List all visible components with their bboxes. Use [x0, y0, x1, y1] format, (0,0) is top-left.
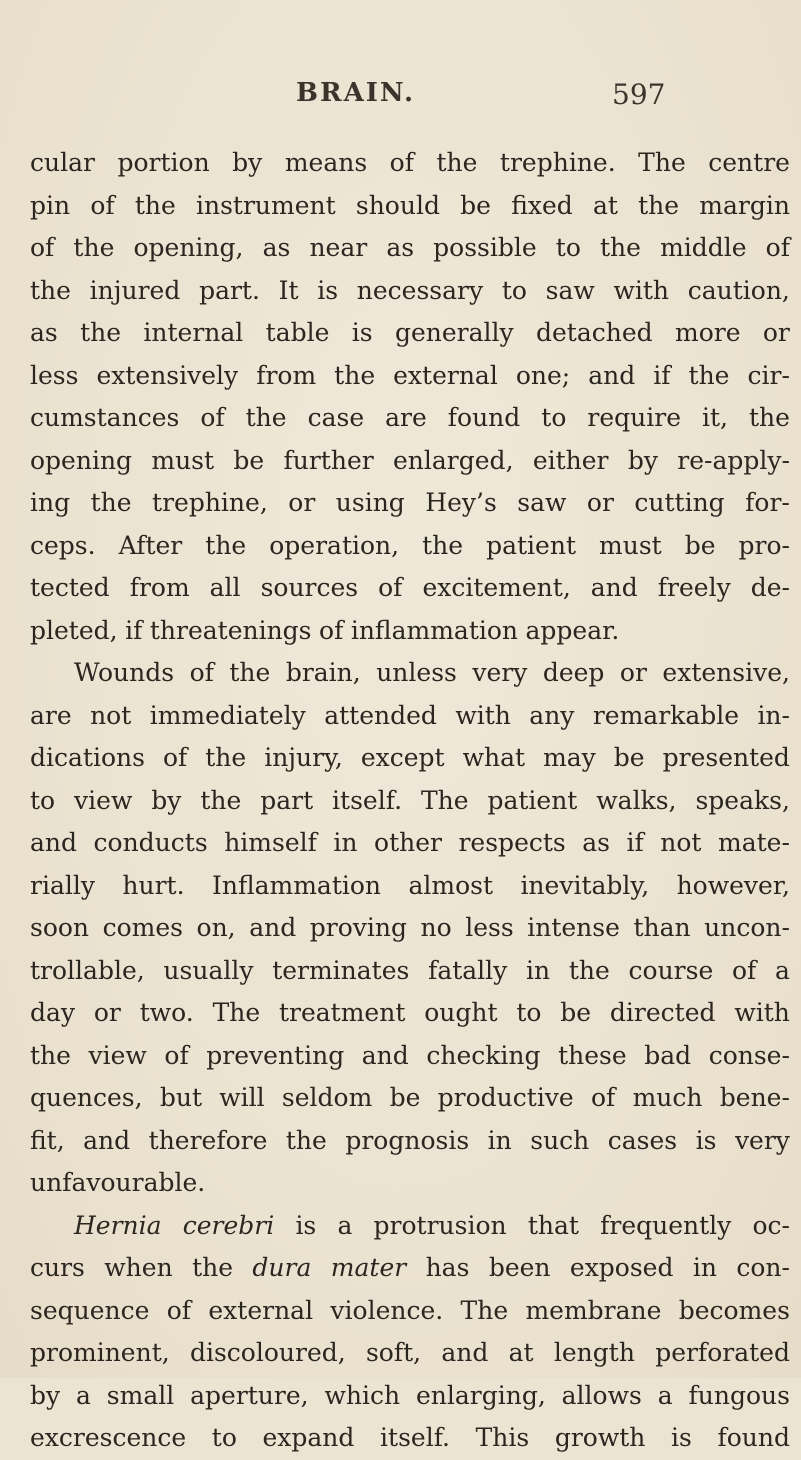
text-line: soon comes on, and proving no less intense than uncon-: [30, 913, 790, 942]
text-line: are not immediately attended with any remarkable in-: [30, 700, 790, 730]
page-number: 597: [612, 78, 666, 111]
text-line: the injured part. It is necessary to saw with caution,: [30, 275, 790, 305]
text-line: fit, and therefore the prognosis in such cases is very: [30, 1125, 790, 1155]
body-text: [30, 142, 790, 1460]
text-line: by a small aperture, which enlarging, allows a fungous: [30, 1380, 790, 1410]
running-head: BRAIN.: [296, 78, 416, 108]
text-line: the view of preventing and checking these bad conse-: [30, 1040, 790, 1070]
text-line: pin of the instrument should be fixed at the margin: [30, 190, 790, 220]
text-line: Wounds of the brain, unless very deep or extensive,: [74, 658, 790, 687]
text-line: trollable, usually terminates fatally in the course of a: [30, 955, 790, 985]
text-line: dications of the injury, except what may be presented: [30, 743, 790, 772]
text-line: less extensively from the external one; and if the cir-: [30, 360, 790, 390]
text-line: Hernia cerebri is a protrusion that frequently oc-: [74, 1210, 790, 1240]
text-line: as the internal table is generally detached more or: [30, 318, 790, 347]
text-line: cular portion by means of the trephine. The centre: [30, 148, 790, 177]
text-line: opening must be further enlarged, either by re-apply-: [30, 445, 790, 475]
text-line: ing the trephine, or using Hey’s saw or cutting for-: [30, 488, 790, 517]
page-header: [0, 78, 801, 118]
text-line: unfavourable.: [30, 1168, 206, 1197]
text-line: curs when the dura mater has been exposed in con-: [30, 1253, 790, 1282]
text-line: ceps. After the operation, the patient must be pro-: [30, 530, 790, 560]
text-line: rially hurt. Inflammation almost inevitably, however,: [30, 870, 790, 900]
text-line: of the opening, as near as possible to the middle of: [30, 233, 790, 262]
text-line: and conducts himself in other respects as if not mate-: [30, 828, 790, 857]
text-line: day or two. The treatment ought to be directed with: [30, 998, 790, 1027]
text-line: quences, but will seldom be productive of much bene-: [30, 1083, 790, 1112]
text-line: prominent, discoloured, soft, and at length perforated: [30, 1338, 790, 1367]
text-line: tected from all sources of excitement, and freely de-: [30, 573, 790, 602]
text-line: sequence of external violence. The membrane becomes: [30, 1295, 790, 1325]
text-line: pleted, if threatenings of inflammation appear.: [30, 615, 620, 645]
text-line: cumstances of the case are found to require it, the: [30, 403, 790, 432]
text-line: excrescence to expand itself. This growth is found: [30, 1423, 790, 1452]
text-line: to view by the part itself. The patient walks, speaks,: [30, 785, 790, 815]
